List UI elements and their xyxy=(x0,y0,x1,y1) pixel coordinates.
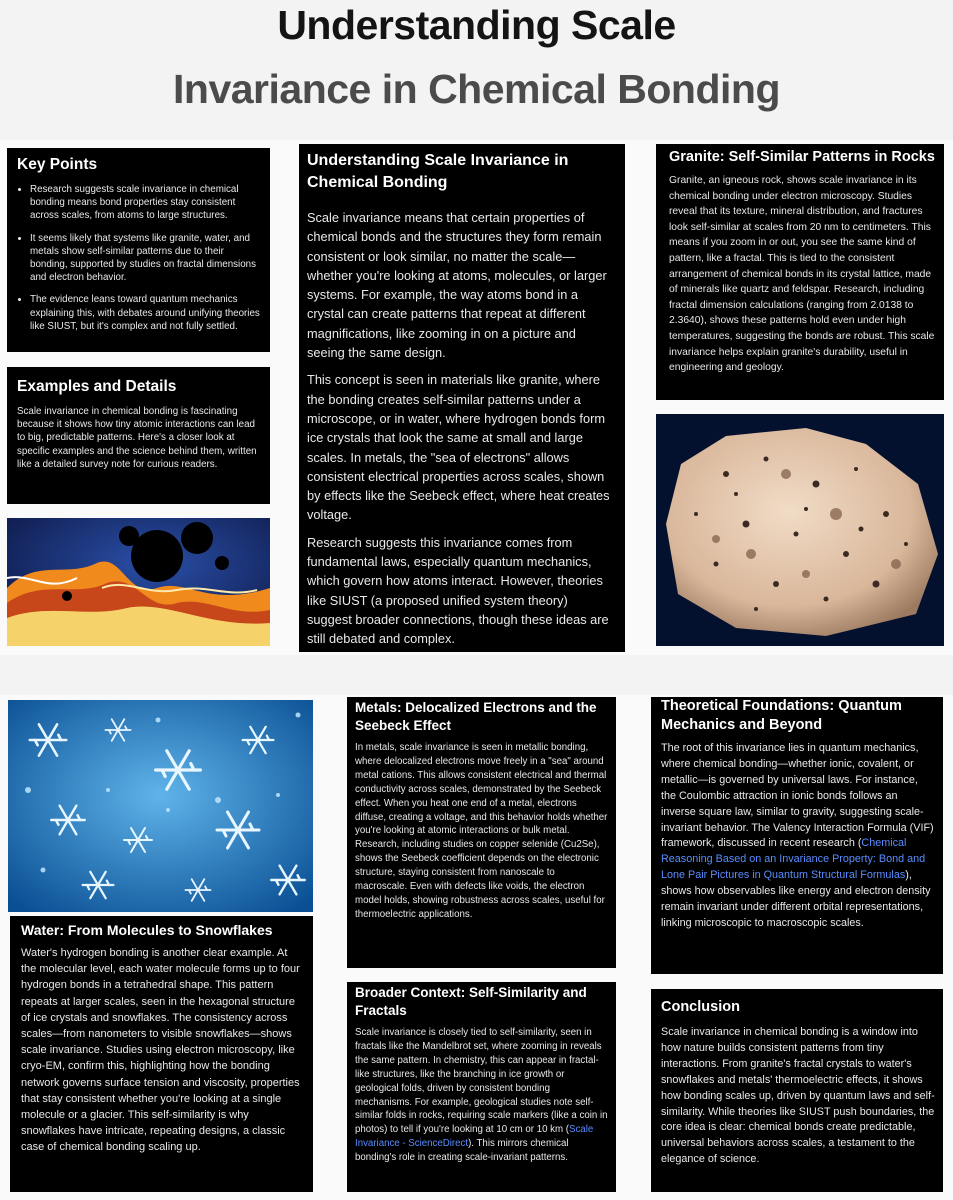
page-title-line-2: Invariance in Chemical Bonding xyxy=(173,66,780,112)
understanding-paragraph: Scale invariance means that certain properties of chemical bonds and the structures they form remain consistent or look similar, no matter the scale—whether you're looking at atoms, molecules, or larger systems. For example, the way atoms bond in a crystal can create patterns that repeat at different magnifications, like zooming in on a picture and seeing the same design. xyxy=(307,210,607,361)
key-points-list xyxy=(17,183,261,333)
water-card xyxy=(10,916,313,1192)
scale-invariance-sciencedirect-link[interactable]: Scale Invariance - ScienceDirect xyxy=(355,1124,594,1150)
key-point: • The evidence leans toward quantum mechanics explaining this, with debates around unifying theories like SIUST, but it's complex and not fully settled. xyxy=(30,293,261,333)
key-point: • It seems likely that systems like granite, water, and metals show self-similar patterns due to their bonding, supported by studies on fractal dimensions and electron behavior. xyxy=(30,232,261,285)
conclusion-card xyxy=(651,989,943,1192)
theoretical-foundations-text xyxy=(661,741,935,932)
broader-context-card xyxy=(347,982,616,1192)
metals-text: In metals, scale invariance is seen in metallic bonding, where delocalized electrons move freely in a "sea" around metal cations. This allows consistent electrical and thermal conductivity across scales, demonstrated by the Seebeck effect. When you heat one end of a metal, electrons diffuse, creating a voltage, and this behavior holds whether you're looking at atomic interactions or bulk metal. Research, including studies on copper selenide (Cu2Se), shows the Seebeck coefficient depends on the electronic structure, staying consistent from nanoscale to macroscale. Even with defects like voids, the electron model holds, showing robustness across scales, useful for thermoelectric applications. xyxy=(355,742,608,920)
conclusion-heading: Conclusion xyxy=(661,999,740,1015)
key-points-card xyxy=(7,148,270,352)
key-points-heading: Key Points xyxy=(17,156,98,173)
understanding-paragraph: Research suggests this invariance comes from fundamental laws, especially quantum mechanics, which govern how atoms interact. However, theories like SIUST (a proposed unified system theory) suggest broader connections, though these ideas are still debated and complex. xyxy=(307,534,609,647)
water-heading: Water: From Molecules to Snowflakes xyxy=(21,922,273,938)
theoretical-foundations-heading: Theoretical Foundations: Quantum Mechanics and Beyond xyxy=(661,698,902,733)
understanding-heading: Understanding Scale Invariance in Chemical Bonding xyxy=(307,152,569,191)
theory-text-before: The root of this invariance lies in quantum mechanics, where chemical bonding—whether ionic, covalent, or metallic—is governed by universal laws. For instance, the Coulombic attraction in ionic bonds follows an inverse square law, similar to gravity, suggesting scale-invariant behavior. The Valency Interaction Formula (VIF) framework, discussed in recent research ( xyxy=(661,742,934,850)
theoretical-foundations-card xyxy=(651,697,943,974)
broader-context-text xyxy=(355,1026,609,1165)
theory-text-after: ), shows how observables like energy and electron density remain invariant under different orbital representations, linking microscopic to macroscopic scales. xyxy=(661,869,931,929)
key-point: • Research suggests scale invariance in chemical bonding means bond properties stay consistent across scales, from atoms to large structures. xyxy=(30,183,261,223)
examples-text: Scale invariance in chemical bonding is fascinating because it shows how tiny atomic interactions can lead to big, predictable patterns. Here's a closer look at specific examples and the science behind them, written like a detailed survey note for curious readers. xyxy=(17,406,257,470)
snowflake-illustration xyxy=(8,700,313,912)
metals-card xyxy=(347,697,616,968)
conclusion-text: Scale invariance in chemical bonding is a window into how nature builds consistent patterns from tiny interactions. From granite's fractal crystals to water's snowflakes and metals' thermoelectric effects, it shows how bonding scales up, driven by quantum laws and self-similarity. While theories like SIUST push boundaries, the core idea is clear: chemical bonds create predictable, universal behaviors across scales, a testament to the elegance of science. xyxy=(661,1026,935,1166)
understanding-card xyxy=(299,144,625,652)
metals-heading: Metals: Delocalized Electrons and the Seebeck Effect xyxy=(355,700,597,733)
granite-heading: Granite: Self-Similar Patterns in Rocks xyxy=(669,149,935,165)
understanding-paragraph: This concept is seen in materials like granite, where the bonding creates self-similar patterns under a microscope, or in water, where hydrogen bonds form ice crystals that look the same at small and large scales. In metals, the "sea of electrons" allows consistent electrical properties across scales, shown by effects like the Seebeck effect, where heat creates voltage. xyxy=(307,372,610,523)
page-title-line-1: Understanding Scale xyxy=(277,2,676,48)
water-text: Water's hydrogen bonding is another clear example. At the molecular level, each water molecule forms up to four hydrogen bonds in a tetrahedral shape. This pattern repeats at larger scales, seen in the hexagonal structure of ice crystals and snowflakes. The consistency across scales—from nanometers to visible snowflakes—shows scale invariance. Studies using electron microscopy, like cryo-EM, confirm this, highlighting how the bonding network governs surface tension and viscosity, properties that stay consistent whether you're looking at a single molecule or a glacier. This self-similarity is why snowflakes have intricate, repeating designs, a classic case of chemical bonding scaling up. xyxy=(21,947,300,1154)
examples-card xyxy=(7,367,270,504)
snowflakes-image xyxy=(8,700,313,912)
granite-rock-image xyxy=(656,414,944,646)
fractal-illustration xyxy=(7,518,270,646)
examples-heading: Examples and Details xyxy=(17,378,177,395)
chemical-reasoning-paper-link[interactable]: Chemical Reasoning Based on an Invariance Property: Bond and Lone Pair Pictures in Quantum Structural Formulas xyxy=(661,837,926,882)
granite-card xyxy=(656,144,944,400)
broader-context-text-after: ). This mirrors chemical bonding's role in creating scale-invariant patterns. xyxy=(355,1138,569,1164)
broader-context-heading: Broader Context: Self-Similarity and Fractals xyxy=(355,985,587,1018)
broader-context-text-before: Scale invariance is closely tied to self-similarity, seen in fractals like the Mandelbrot set, where zooming in reveals the same pattern. In chemistry, this can appear in fractal-like structures, like the branching in ice growth or geological folds, driven by consistent bonding mechanisms. For example, geological studies note self-similar folds in rocks, requiring scale markers (like a coin in photos) to tell if you're looking at 10 cm or 10 km ( xyxy=(355,1027,608,1136)
mandelbrot-fractal-image xyxy=(7,518,270,646)
granite-text: Granite, an igneous rock, shows scale invariance in its chemical bonding under electron microscopy. Studies reveal that its texture, mineral distribution, and fractures look self-similar at scales from 20 nm to centimeters. This means if you zoom in or out, you see the same kind of pattern, like a fractal. This is tied to the consistent arrangement of chemical bonds in its crystal lattice, made of minerals like quartz and feldspar. Research, including fractal dimension calculations (ranging from 2.0138 to 2.3640), shows these patterns hold even under high temperatures, suggesting the bonds are robust. This scale invariance helps explain granite's durability, useful in engineering and geology. xyxy=(669,175,935,374)
granite-illustration xyxy=(656,414,944,646)
